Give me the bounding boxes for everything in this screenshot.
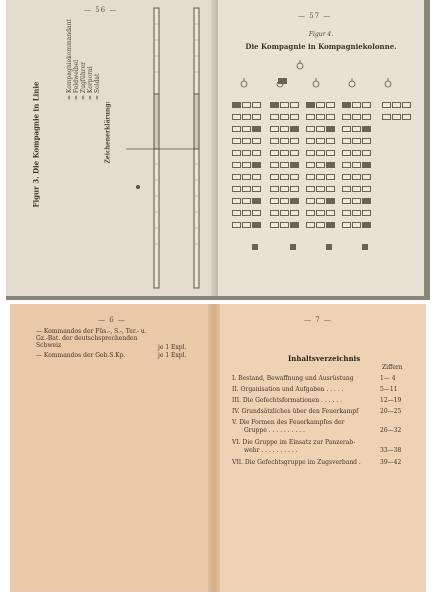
legend-item: = Kompagniekommandant — [66, 19, 73, 100]
figure-4-label: Figur 4. — [308, 31, 334, 38]
toc-item — [232, 397, 342, 404]
toc-item-range: 12—19 — [380, 397, 402, 404]
distribution-entry-text: — Kommandos der Geb.S.Kp. — [36, 352, 126, 359]
page-56 — [6, 0, 219, 296]
toc-item — [232, 386, 344, 393]
toc-item-range: 1— 4 — [380, 375, 396, 382]
toc-item-range: 39—42 — [380, 459, 402, 466]
page-57 — [218, 0, 424, 296]
page-6 — [10, 304, 214, 592]
company-line-diagram — [116, 4, 206, 294]
toc-title: Inhaltsverzeichnis — [288, 354, 361, 363]
toc-item-text: wehr . . . . . . . . . . — [244, 447, 298, 454]
page-number-7: — 7 — — [304, 316, 332, 324]
toc-item — [244, 427, 305, 434]
toc-item — [232, 408, 358, 415]
toc-item-text: Gruppe . . . . . . . . . . — [244, 427, 305, 434]
page-number-57: — 57 — — [298, 12, 332, 20]
toc-item-range: 33—38 — [380, 447, 402, 454]
toc-item-range: 5—11 — [380, 386, 398, 393]
toc-item-text: V. Die Formen des Feuerkampfes der — [232, 419, 345, 426]
distribution-entry-qty: je 1 Expl. — [158, 344, 187, 351]
bottom-booklet-photo — [0, 300, 436, 600]
toc-item-text: VI. Die Gruppe im Einsatz zur Panzerab- — [232, 439, 356, 446]
commander-box — [278, 78, 287, 84]
legend-item: = Korporal — [87, 66, 94, 100]
toc-item — [244, 447, 298, 454]
legend-item: = Feldweibel — [73, 60, 80, 100]
legend-item: = Zugführer — [80, 61, 87, 100]
page-number-56: — 56 — — [84, 6, 118, 14]
toc-item-range: 26—32 — [380, 427, 402, 434]
toc-item-text: III. Die Gefechtsformationen . . . . . . — [232, 397, 343, 404]
legend-item: = Soldat — [94, 73, 101, 100]
page-7 — [214, 304, 426, 592]
toc-item-text: II. Organisation und Aufgaben . . . . . — [232, 386, 344, 393]
figure-4-title: Die Kompagnie in Kompagniekolonne. — [245, 42, 397, 51]
toc-item — [232, 419, 344, 426]
toc-item-text: I. Bestand, Bewaffnung und Ausrüstung — [232, 375, 354, 382]
toc-item — [232, 375, 354, 382]
page-number-6: — 6 — — [98, 316, 126, 324]
toc-column-header: Ziffern — [382, 364, 403, 371]
toc-item — [232, 439, 355, 446]
toc-item — [232, 459, 361, 466]
legend-heading: Zeichenerklärung: — [104, 101, 112, 164]
booklet-gutter — [208, 304, 220, 592]
distribution-entry-qty: je 1 Expl. — [158, 352, 187, 359]
top-book-photo — [6, 0, 430, 300]
toc-item-range: 20—25 — [380, 408, 402, 415]
toc-item-text: IV. Grundsätzliches über den Feuerkampf — [232, 408, 359, 415]
formation-grid — [232, 98, 422, 258]
legend-list — [66, 0, 101, 100]
toc-item-text: VII. Die Gefechtsgruppe im Zugsverband . — [232, 459, 361, 466]
figure-3-title: Figur 3. Die Kompagnie in Linie — [31, 81, 41, 208]
distribution-entry-text: — Kommandos der Füs.-, S.-, Ter.- u. Gz.-Bat. der deutschsprechenden Schweiz — [36, 328, 147, 349]
